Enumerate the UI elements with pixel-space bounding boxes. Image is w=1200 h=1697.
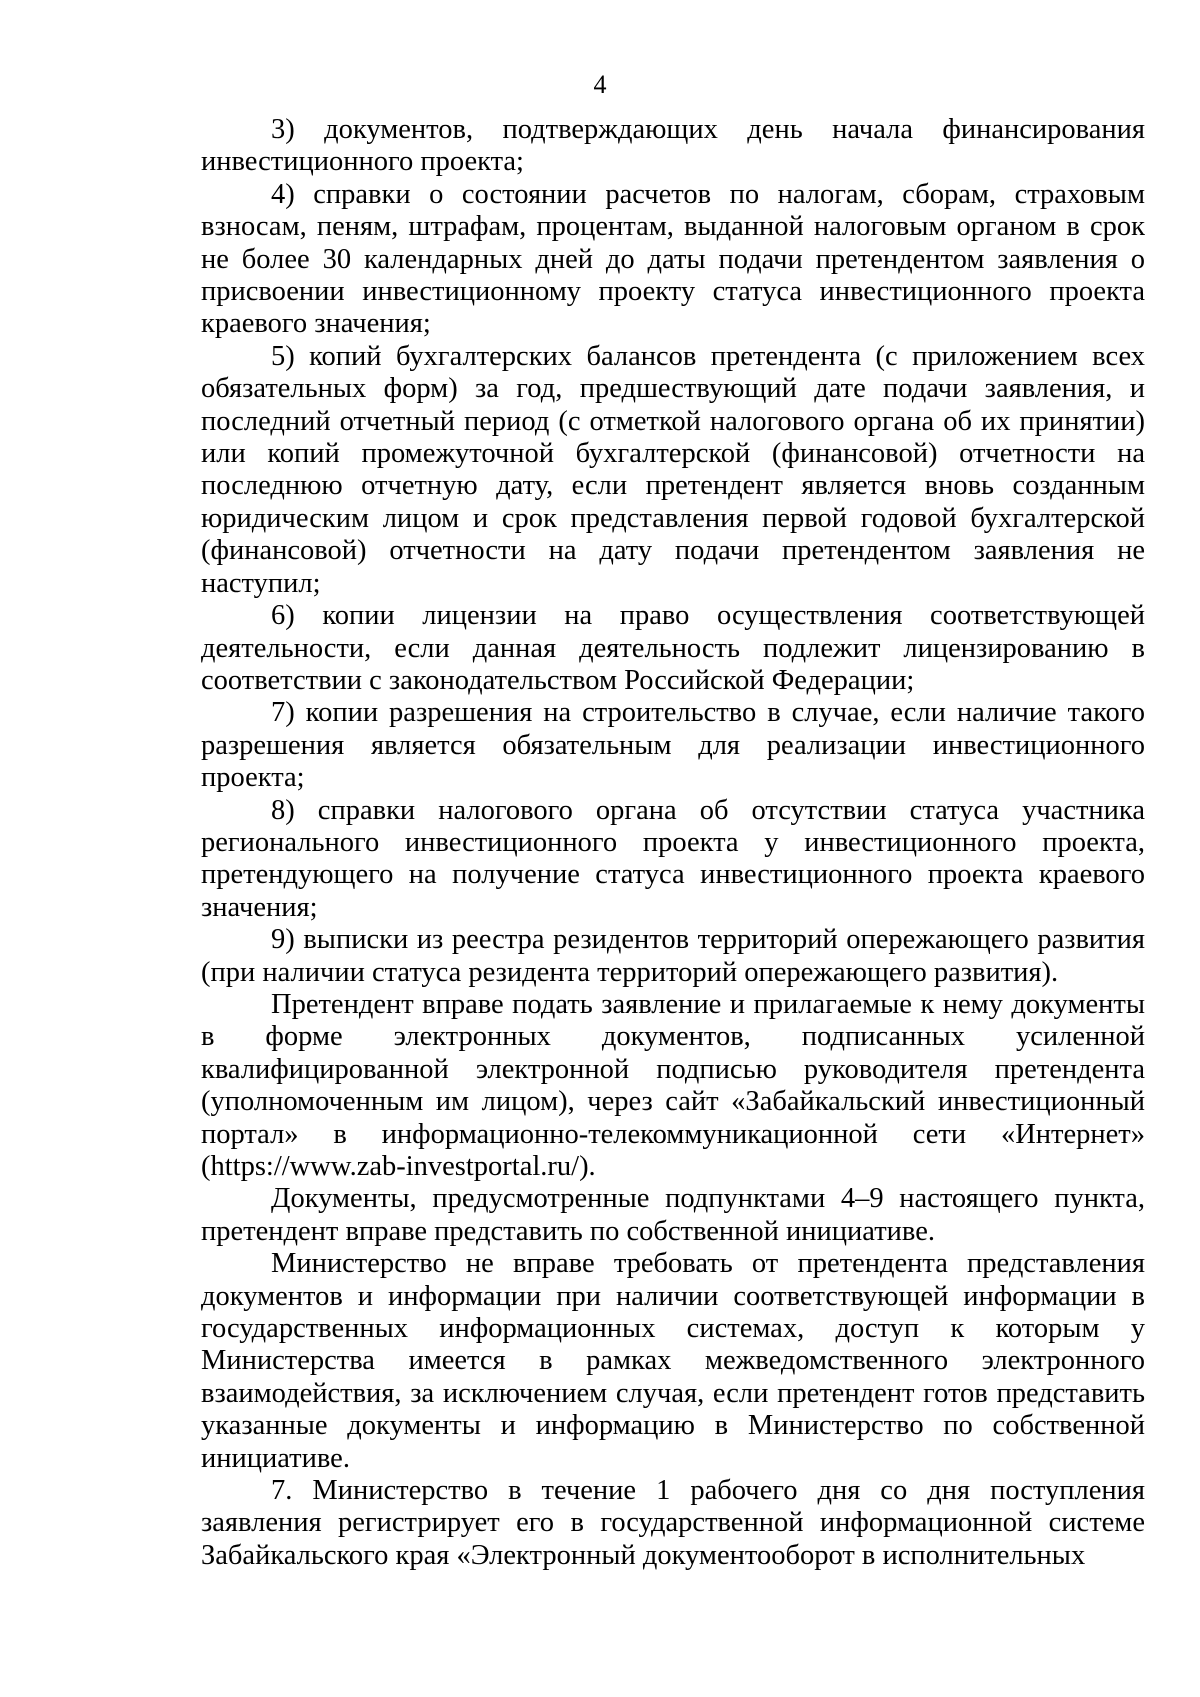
paragraph-electronic-submission: Претендент вправе подать заявление и прилагаемые к нему документы в форме электронных документов, подписанных усиленной квалифицированной электронной подписью руководителя претендента (уполномоченным им лицом), через сайт «Забайкальский инвестиционный портал» в информационно-телекоммуникационной сети «Интернет» (https://www.zab-investportal.ru/).: [201, 988, 1145, 1182]
paragraph-ministry-restriction: Министерство не вправе требовать от претендента представления документов и информации при наличии соответствующей информации в государственных информационных системах, доступ к которым у Министерства имеется в рамках межведомственного электронного взаимодействия, за исключением случая, если претендент готов представить указанные документы и информацию в Министерство по собственной инициативе.: [201, 1248, 1145, 1474]
paragraph-item-5: 5) копий бухгалтерских балансов претендента (с приложением всех обязательных форм) за год, предшествующий дате подачи заявления, и последний отчетный период (с отметкой налогового органа об их принятии) или копий промежуточной бухгалтерской (финансовой) отчетности на последнюю отчетную дату, если претендент является вновь созданным юридическим лицом и срок представления первой годовой бухгалтерской (финансовой) отчетности на дату подачи претендентом заявления не наступил;: [201, 340, 1145, 599]
paragraph-item-7: 7) копии разрешения на строительство в случае, если наличие такого разрешения является обязательным для реализации инвестиционного проекта;: [201, 697, 1145, 794]
page-number: 4: [593, 70, 607, 99]
document-body: [201, 114, 1145, 1572]
paragraph-item-4: 4) справки о состоянии расчетов по налогам, сборам, страховым взносам, пеням, штрафам, процентам, выданной налоговым органом в срок не более 30 календарных дней до даты подачи претендентом заявления о присвоении инвестиционному проекту статуса инвестиционного проекта краевого значения;: [201, 178, 1145, 340]
paragraph-item-3: 3) документов, подтверждающих день начала финансирования инвестиционного проекта;: [201, 114, 1145, 178]
paragraph-item-8: 8) справки налогового органа об отсутствии статуса участника регионального инвестиционного проекта у инвестиционного проекта, претендующего на получение статуса инвестиционного проекта краевого значения;: [201, 794, 1145, 923]
paragraph-item-9: 9) выписки из реестра резидентов территорий опережающего развития (при наличии статуса резидента территорий опережающего развития).: [201, 924, 1145, 988]
paragraph-optional-documents: Документы, предусмотренные подпунктами 4–9 настоящего пункта, претендент вправе представить по собственной инициативе.: [201, 1183, 1145, 1247]
paragraph-clause-7: 7. Министерство в течение 1 рабочего дня со дня поступления заявления регистрирует его в государственной информационной системе Забайкальского края «Электронный документооборот в исполнительных: [201, 1475, 1145, 1571]
paragraph-item-6: 6) копии лицензии на право осуществления соответствующей деятельности, если данная деятельность подлежит лицензированию в соответствии с законодательством Российской Федерации;: [201, 600, 1145, 696]
